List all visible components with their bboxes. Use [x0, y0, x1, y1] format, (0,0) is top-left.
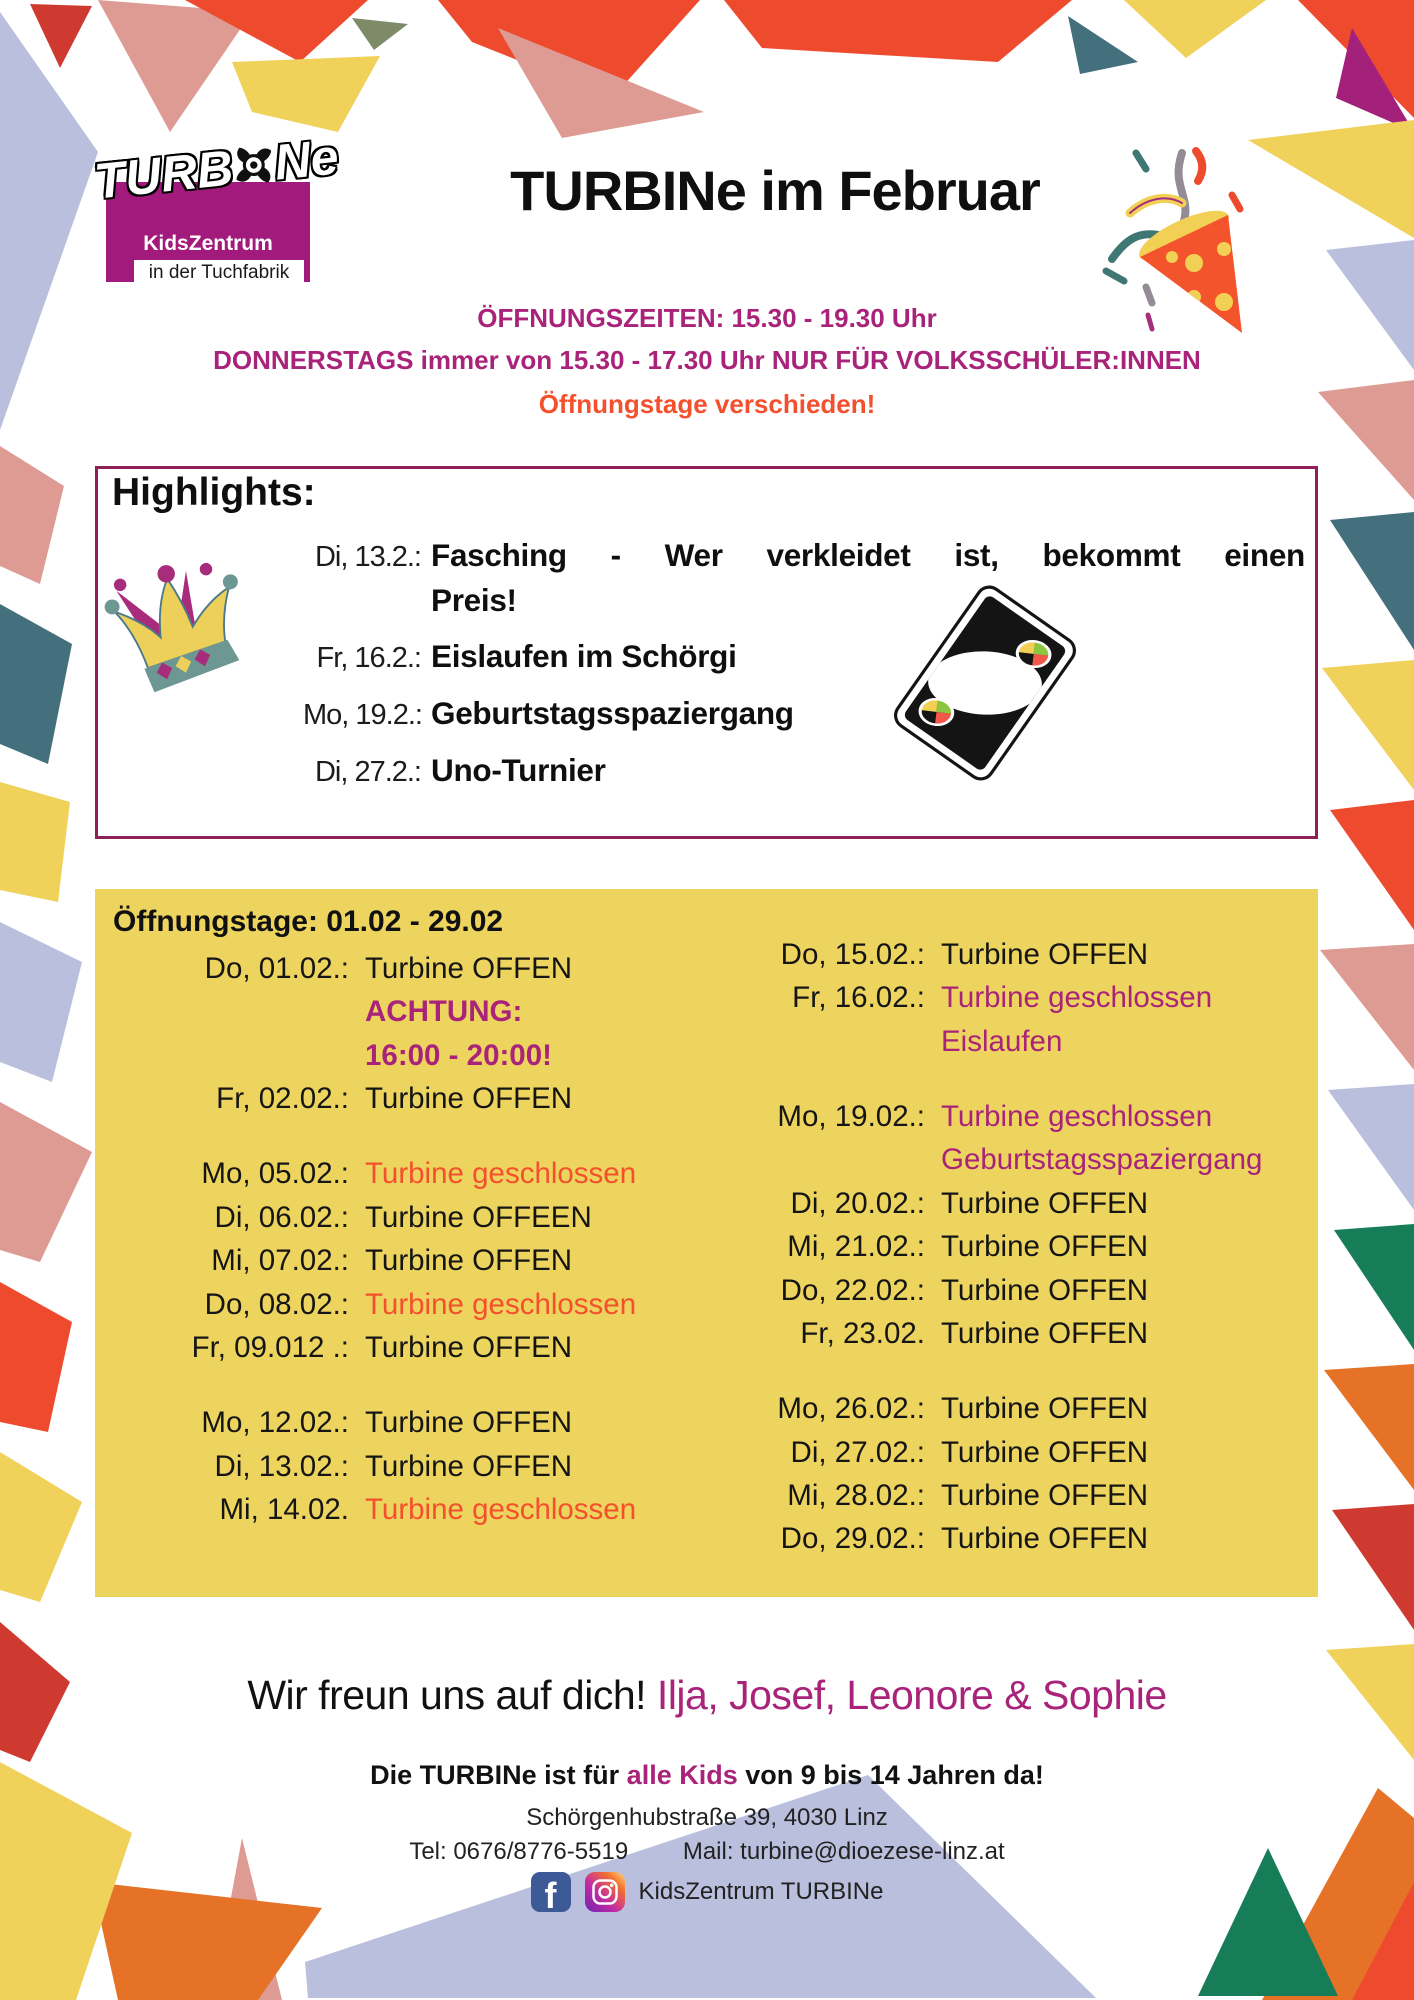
schedule-row: Do, 22.02.: Turbine OFFEN [780, 1273, 1149, 1307]
highlight-date: Mo, 19.2.: [303, 699, 422, 732]
logo-word-part1: TURB [91, 139, 236, 210]
logo-tuchfabrik-label: in der Tuchfabrik [134, 260, 304, 286]
schedule-row: Mo, 26.02.: Turbine OFFEN [777, 1392, 1149, 1426]
contact-line [0, 1838, 1414, 1866]
highlight-item [303, 691, 1305, 736]
schedule-row: Di, 13.02.: Turbine OFFEN [214, 1449, 573, 1483]
instagram-icon [585, 1872, 625, 1912]
pinwheel-icon [228, 140, 279, 191]
social-line [0, 1872, 1414, 1912]
page-title: TURBINe im Februar [510, 159, 1040, 222]
highlight-date: Di, 13.2.: [314, 541, 421, 573]
schedule-title: Öffnungstage: 01.02 - 29.02 [113, 905, 504, 938]
logo-word-part2: Ne [271, 128, 342, 191]
greeting-line [0, 1672, 1414, 1719]
highlight-item [303, 634, 1305, 679]
highlights-list [303, 533, 1305, 793]
schedule-row: Fr, 16.02.: Turbine geschlossen [792, 981, 1213, 1015]
schedule-row: Mi, 14.02. Turbine geschlossen [219, 1492, 637, 1526]
schedule-note: 16:00 - 20:00! [365, 1038, 552, 1072]
highlight-item [303, 748, 1305, 793]
schedule-row: Fr, 23.02. Turbine OFFEN [800, 1316, 1149, 1350]
schedule-panel [95, 889, 1318, 1597]
highlights-box [95, 466, 1318, 839]
jester-crown-icon [104, 545, 266, 707]
highlight-event: Geburtstagsspaziergang [431, 695, 794, 732]
highlight-date: Di, 27.2.: [314, 755, 421, 788]
email-address: Mail: turbine@dioezese-linz.at [682, 1838, 1005, 1865]
schedule-note: ACHTUNG: [365, 995, 523, 1029]
schedule-row: Di, 06.02.: Turbine OFFEEN [214, 1200, 592, 1234]
schedule-row: Do, 08.02.: Turbine geschlossen [204, 1287, 637, 1321]
schedule-row: Mo, 19.02.: Turbine geschlossen [777, 1100, 1213, 1134]
schedule-row: Mi, 21.02.: Turbine OFFEN [787, 1230, 1149, 1264]
schedule-row: Di, 20.02.: Turbine OFFEN [790, 1186, 1149, 1220]
address-line: Schörgenhubstraße 39, 4030 Linz [526, 1804, 888, 1831]
opening-times-line: ÖFFNUNGSZEITEN: 15.30 - 19.30 Uhr [477, 303, 937, 333]
greeting-text: Wir freun uns auf dich! [247, 1672, 647, 1718]
phone-number: Tel: 0676/8776-5519 [409, 1838, 629, 1865]
schedule-column-right [697, 905, 1318, 1597]
varies-note-line: Öffnungstage verschieden! [538, 389, 876, 419]
schedule-row: Di, 27.02.: Turbine OFFEN [790, 1435, 1149, 1469]
schedule-note: Geburtstagsspaziergang [941, 1143, 1263, 1177]
schedule-row: Mi, 07.02.: Turbine OFFEN [211, 1244, 573, 1278]
schedule-row: Do, 15.02.: Turbine OFFEN [780, 938, 1149, 971]
schedule-row: Do, 01.02.: Turbine OFFEN [204, 952, 573, 985]
schedule-row: Do, 29.02.: Turbine OFFEN [780, 1522, 1149, 1556]
thursday-note-line: DONNERSTAGS immer von 15.30 - 17.30 Uhr NUR FÜR VOLKSSCHÜLER:INNEN [213, 345, 1201, 375]
facebook-icon: f [531, 1872, 571, 1912]
turbine-logo [91, 124, 342, 300]
all-kids-highlight: alle Kids [626, 1760, 738, 1790]
highlight-date: Fr, 16.2.: [316, 642, 421, 675]
highlights-title: Highlights: [112, 471, 316, 514]
highlight-item [303, 533, 1305, 622]
schedule-note: Eislaufen [941, 1024, 1063, 1058]
schedule-row: Mo, 05.02.: Turbine geschlossen [201, 1157, 637, 1191]
schedule-row: Fr, 09.012 .: Turbine OFFEN [191, 1330, 573, 1364]
schedule-row: Fr, 02.02.: Turbine OFFEN [216, 1082, 573, 1116]
schedule-row: Mo, 12.02.: Turbine OFFEN [201, 1406, 573, 1440]
schedule-row: Mi, 28.02.: Turbine OFFEN [787, 1478, 1149, 1512]
highlight-event: Eislaufen im Schörgi [431, 638, 737, 675]
highlight-event: Fasching - Wer verkleidet ist, bekommt einen Preis! [431, 537, 1305, 618]
logo-kidszentrum-label: KidsZentrum [143, 232, 273, 255]
social-handle: KidsZentrum TURBINe [638, 1878, 884, 1905]
schedule-column-left [111, 905, 697, 1597]
team-names: Ilja, Josef, Leonore & Sophie [656, 1672, 1167, 1718]
highlight-event: Uno-Turnier [431, 751, 606, 788]
age-info-line: Die TURBINe ist für alle Kids von 9 bis 14 Jahren da! [370, 1760, 1044, 1790]
